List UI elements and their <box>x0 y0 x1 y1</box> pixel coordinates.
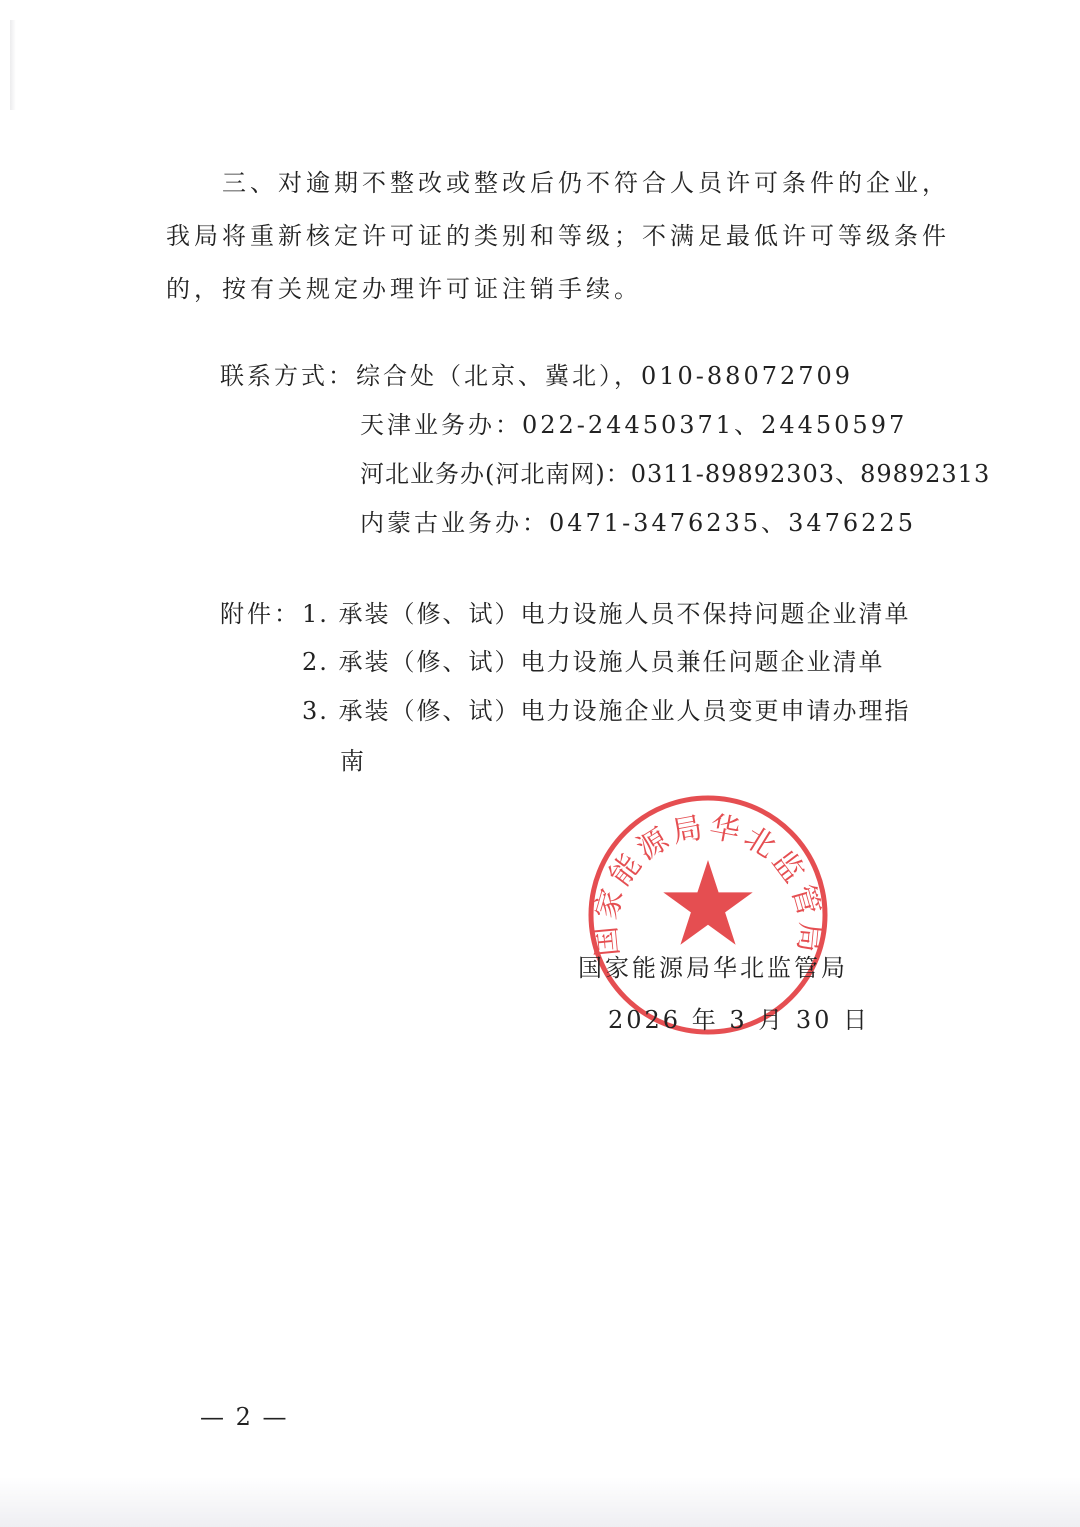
scan-shadow-left <box>10 20 16 110</box>
contact-line-1: 综合处（北京、冀北），010-88072709 <box>356 362 854 390</box>
attachments-label: 附件： <box>220 600 301 628</box>
scan-shadow-bottom <box>0 1477 1080 1527</box>
attachment-item-3: 3. 承装（修、试）电力设施企业人员变更申请办理指 <box>302 697 911 725</box>
body-paragraph-3: 三、对逾期不整改或整改后仍不符合人员许可条件的企业，我局将重新核定许可证的类别和等级；不满足最低许可等级条件的，按有关规定办理许可证注销手续。 <box>166 169 950 303</box>
seal-text: 国家能源局华北监管局 <box>587 809 829 958</box>
issue-date: 2026 年 3 月 30 日 <box>608 1006 871 1034</box>
attachment-item-2: 2. 承装（修、试）电力设施人员兼任问题企业清单 <box>302 648 885 676</box>
contact-line-3: 河北业务办(河北南网)：0311-89892303、89892313 <box>360 460 991 488</box>
star-icon <box>663 860 752 945</box>
contact-label: 联系方式： <box>220 362 355 390</box>
attachment-item-1: 1. 承装（修、试）电力设施人员不保持问题企业清单 <box>302 600 911 628</box>
contact-line-4: 内蒙古业务办：0471-3476235、3476225 <box>360 509 916 537</box>
attachment-item-3-continuation: 南 <box>340 747 367 775</box>
issuing-organization: 国家能源局华北监管局 <box>578 954 848 982</box>
page-number: — 2 — <box>200 1403 289 1431</box>
contact-line-2: 天津业务办：022-24450371、24450597 <box>360 411 908 439</box>
